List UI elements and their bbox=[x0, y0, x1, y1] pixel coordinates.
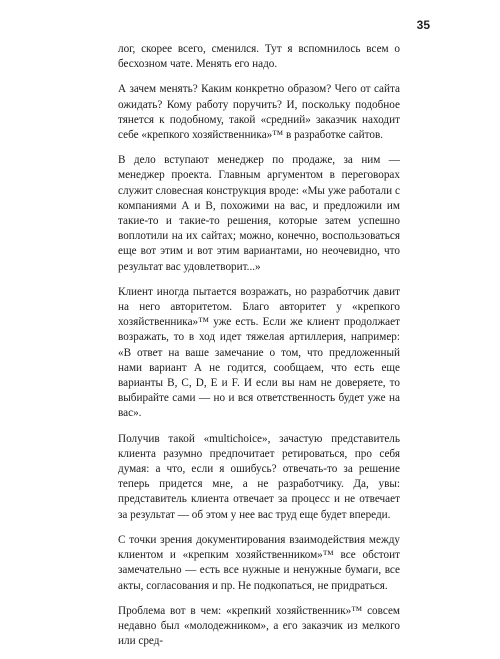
paragraph: С точки зрения документирования взаимодействия между клиентом и «крепким хозяйственником»™ все обстоит замечательно — есть все нужные и ненужные бумаги, все акты, согласования и пр. Не подкопаться, не придраться. bbox=[118, 533, 400, 592]
text-body bbox=[118, 42, 400, 659]
paragraph: Клиент иногда пытается возражать, но разработчик давит на него авторитетом. Благо авторитет у «крепкого хозяйственника»™ уже есть. Если же клиент продолжает возражать, то в ход идет тяжелая артиллерия, например: «В ответ на ваше замечание о том, что предложенный нами вариант А не годится, сообщаем, что есть еще варианты B, C, D, E и F. И если вы нам не доверяете, то выбирайте сами — но и вся ответственность будет уже на вас». bbox=[118, 285, 400, 420]
paragraph: А зачем менять? Каким конкретно образом? Чего от сайта ожидать? Кому работу поручить? И, поскольку подобное тянется к подобному, такой «средний» заказчик находит себе «крепкого хозяйственника»™ в разработке сайтов. bbox=[118, 83, 400, 142]
page-number: 35 bbox=[416, 18, 430, 32]
paragraph: Проблема вот в чем: «крепкий хозяйственник»™ совсем недавно был «молодежником», а его заказчик из мелкого или сред- bbox=[118, 604, 400, 648]
paragraph: Получив такой «multichoice», зачастую представитель клиента разумно предпочитает ретироваться, про себя думая: а что, если я ошибусь? отвечать-то за решение теперь придется мне, а не разработчику. Да, увы: представитель клиента отвечает за процесс и не отвечает за результат — об этом у нее вас труд еще будет впереди. bbox=[118, 432, 400, 521]
paragraph: В дело вступают менеджер по продаже, за ним — менеджер проекта. Главным аргументом в переговорах служит словесная конструкция вроде: «Мы уже работали с компаниями А и В, похожими на вас, и предложили им такие-то и такие-то решения, которые затем успешно воплотили на их сайтах; можно, конечно, воспользоваться еще вот этим и вот этим вариантами, но неочевидно, что результат вас удовлетворит...» bbox=[118, 154, 400, 273]
paragraph: лог, скорее всего, сменился. Тут я вспомнилось всем о бесхозном чате. Менять его надо. bbox=[118, 43, 400, 71]
